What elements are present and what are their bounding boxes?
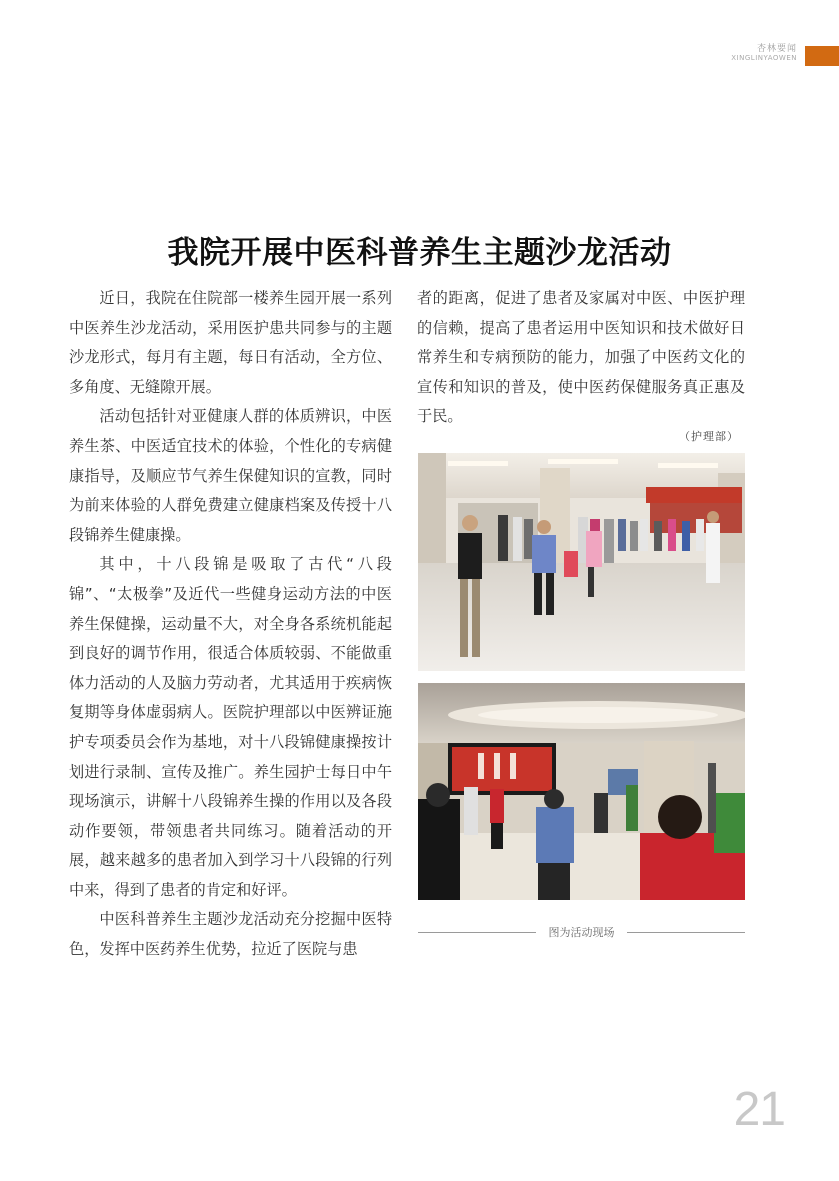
paragraph-4: 中医科普养生主题沙龙活动充分挖掘中医特色，发挥中医药养生优势，拉近了医院与患 bbox=[69, 910, 392, 959]
paragraph-2: 活动包括针对亚健康人群的体质辨识，中医养生茶、中医适宜技术的体验，个性化的专病健康指导，及顺应节气养生保健知识的宣教，同时为前来体验的人群免费建立健康档案及传授十八段锦养生健康操。 bbox=[69, 407, 392, 544]
caption-rule-right bbox=[627, 932, 745, 933]
activity-photo-hall bbox=[418, 453, 745, 671]
section-color-tab bbox=[805, 46, 839, 66]
section-title-cn: 杏林要闻 bbox=[756, 44, 797, 54]
section-title-en: XINGLINYAOWEN bbox=[731, 54, 797, 63]
section-header bbox=[731, 44, 797, 62]
activity-photo-screen bbox=[418, 683, 745, 900]
paragraph-1: 近日，我院在住院部一楼养生园开展一系列中医养生沙龙活动，采用医护患共同参与的主题沙龙形式，每月有主题，每日有活动，全方位、多角度、无缝隙开展。 bbox=[69, 289, 392, 396]
article-column-left bbox=[69, 284, 392, 965]
photo-caption: 图为活动现场 bbox=[548, 926, 615, 939]
article-byline: （护理部） bbox=[679, 430, 739, 443]
caption-rule-left bbox=[418, 932, 536, 933]
article-column-right bbox=[417, 284, 745, 432]
page-number: 21 bbox=[733, 1083, 785, 1136]
paragraph-4-continued: 者的距离，促进了患者及家属对中医、中医护理的信赖，提高了患者运用中医知识和技术做好日常养生和专病预防的能力，加强了中医药文化的宣传和知识的普及，使中医药保健服务真正惠及于民。 bbox=[417, 289, 745, 426]
article-title: 我院开展中医科普养生主题沙龙活动 bbox=[167, 234, 672, 271]
paragraph-3: 其中，十八段锦是吸取了古代“八段锦”、“太极拳”及近代一些健身运动方法的中医养生保健操，运动量不大，对全身各系统机能起到良好的调节作用，很适合体质较弱、不能做重体力活动的人及脑力劳动者，尤其适用于疾病恢复期等身体虚弱病人。医院护理部以中医辨证施护专项委员会作为基地，对十八段锦健康操按计划进行录制、宣传及推广。养生园护士每日中午现场演示，讲解十八段锦养生操的作用以及各段动作要领，带领患者共同练习。随着活动的开展，越来越多的患者加入到学习十八段锦的行列中来，得到了患者的肯定和好评。 bbox=[69, 555, 392, 899]
